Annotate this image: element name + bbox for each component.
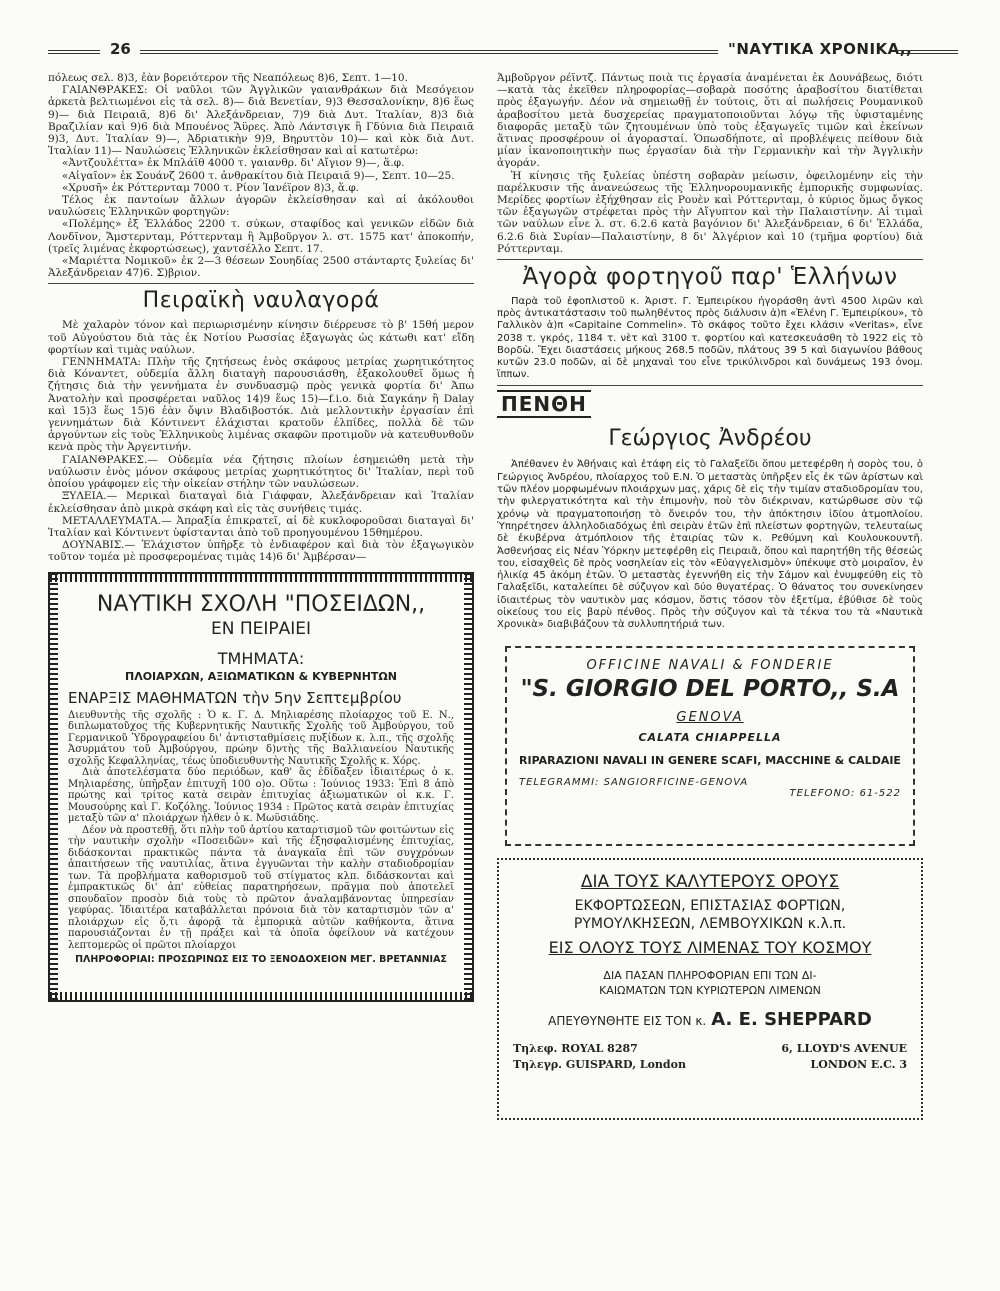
freight-text: ΓΑΙΑΝΘΡΑΚΕΣ: Οἱ ναῦλοι τῶν Ἀγγλικῶν γαιανθράκων διὰ Μεσόγειον ἀρκετὰ βελτιωμένοι εἰς τὰ σελ. 8)— διὰ Βενετίαν, 9)3 Θεσσαλονίκην, 8)6 ἕως 9)— διὰ Πειραιᾶ, 8)6 δι' Ἀλεξάνδρειαν, 7)9 διὰ Δυτ. Ἰταλίαν, 8)3 διὰ Βραζιλίαν καὶ 9)6 διὰ Μπουένος Ἄϋρες. Ἀπὸ Λάντσιγκ ἢ Γδύνια διὰ Πειραιᾶ 9)3, Δυτ. Ἰταλίαν 9)—, Ἀδριατικὴν 9)9, Βηρυττὸν 10)— καὶ κὸκ διὰ Δυτ. Ἰταλίαν 11)— Ναυλώσεις Ἑλληνικῶν ἐκλείσθησαν καὶ αἱ κατωτέρω: xyxy=(48,84,474,158)
naulagora-paragraph: ΜΕΤΑΛΛΕΥΜΑΤΑ.— Ἀπραξία ἐπικρατεῖ, αἱ δὲ κυκλοφοροῦσαι διαταγαὶ δι' Ἰταλίαν καὶ Κόντινεντ ὑφίστανται ἀπὸ τοῦ προηγουμένου 15θημέρου. xyxy=(48,514,474,539)
genova-phone: TELEFONO: 61-522 xyxy=(789,787,901,799)
publication-title: "ΝΑΥΤΙΚΑ ΧΡΟΝΙΚΑ,, xyxy=(728,40,913,58)
divider xyxy=(497,385,923,386)
naulagora-title: Πειραϊκὴ ναυλαγορά xyxy=(142,288,380,314)
penthi-label: ΠΕΝΘΗ xyxy=(497,390,591,418)
header-rule-right xyxy=(898,50,958,54)
sheppard-contact-line xyxy=(513,1009,907,1030)
agora-title: Ἀγορὰ φορτηγοῦ παρ' Ἑλλήνων xyxy=(522,264,898,291)
genova-city: GENOVA xyxy=(676,709,744,725)
freight-text: «Ἀντζουλέττα» ἐκ Μπλάϊθ 4000 τ. γαιανθρ. δι' Αἴγιον 9)—, ἅ.φ. xyxy=(62,157,405,170)
left-column xyxy=(48,72,474,1002)
sheppard-address: 6, LLOYD'S AVENUE xyxy=(781,1041,907,1055)
sheppard-line: ΕΚΦΟΡΤΩΣΕΩΝ, ΕΠΙΣΤΑΣΙΑΣ ΦΟΡΤΙΩΝ, xyxy=(574,897,846,914)
sheppard-address-row xyxy=(513,1058,907,1071)
poseidon-footer: ΠΛΗΡΟΦΟΡΙΑΙ: ΠΡΟΣΩΡΙΝΩΣ ΕΙΣ ΤΟ ΞΕΝΟΔΟΧΕΙΟΝ ΜΕΓ. ΒΡΕΤΑΝΝΙΑΣ xyxy=(75,954,447,966)
poseidon-body: Διὰ ἀποτελέσματα δύο περιόδων, καθ' ἃς ἐδίδαξεν ἰδιαιτέρως ὁ κ. Μηλιαρέσης, ὑπῆρξαν ἐπιτυχῆ 100 ο)ο. Οὕτω : Ἰούνιος 1933: Ἐπὶ 8 ἀπὸ πρώτης καὶ τρίτος κατὰ σειρὰν ἐπιτυχίας ἀξιωματικῶν οἱ κ.κ. Γ. Μουσούρης καὶ Γ. Κοζόλης. Ἰούνιος 1934 : Πρῶτος κατὰ σειρὰν ἐπιτυχίας μεταξὺ τῶν α' πλοιάρχων ἦλθεν ὁ κ. Μωϋσιάδης. xyxy=(68,767,454,825)
right-text: Ἡ κίνησις τῆς ξυλείας ὑπέστη σοβαρὰν μείωσιν, ὀφειλομένην εἰς τὴν παρέλκυσιν τῆς ἀνανεώσεως τῆς Ἑλληνορουμανικῆς ἐμπορικῆς συμφωνίας. Μερίδες φορτίων ἐξήχθησαν εἰς Ρουὲν καὶ Ρόττερνταμ, ὁ κύριος ὅμως ὄγκος τῶν ἐξαγωγῶν στρέφεται πρὸς τὴν Αἴγυπτον καὶ τὴν Παλαιστίνην. Αἱ τιμαὶ τῶν ναύλων εἶνε λ. στ. 6.2.6 κατὰ βαγόνιον δι' Ἀλεξάνδρειαν, 6 δι' Ἑλλάδα, 6.2.6 διὰ Συρίαν—Παλαιστίνην, 8 δι' Ἀλγέριον καὶ 10 (τμῆμα φορτίου) διὰ Ρόττερνταμ. xyxy=(497,169,923,255)
genova-telegram: TELEGRAMMI: SANGIORFICINE-GENOVA xyxy=(519,776,749,788)
freight-text: «Μαριέττα Νομικοῦ» ἐκ 2—3 θέσεων Σουηδίας 2500 στάνταρτς ξυλείας δι' Ἀλεξάνδρειαν 47)6. Σ)βριον. xyxy=(48,255,474,280)
penthi-name: Γεώργιος Ἀνδρέου xyxy=(608,426,812,452)
penthi-section xyxy=(497,390,923,631)
poseidon-body: Δέον νὰ προστεθῇ, ὅτι πλὴν τοῦ ἀρτίου καταρτισμοῦ τῶν φοιτώντων εἰς τὴν ναυτικὴν σχολὴν «Ποσειδῶν» καὶ τῆς ἐξησφαλισμένης ἐπιτυχίας, διδάσκονται πρακτικῶς πάντα τὰ ἀναγκαῖα ἐπὶ τῶν συγχρόνων ἀπαιτήσεων τῆς ναυτιλίας, ἅτινα ἐγγυῶνται τὴν καλὴν σταδιοδρομίαν των. Τὰ προβλήματα καθορισμοῦ τοῦ στίγματος κλπ. διδάσκονται καὶ ἐμπρακτικῶς δι' ἀπ' εὐθείας παρατηρήσεων, πρᾶγμα ποὺ ἀποτελεῖ σπουδαῖον προσὸν διὰ τοὺς τὸ πρῶτον ἀναλαμβάνοντας ὑπηρεσίαν γεφύρας. Ἰδιαιτέρα καταβάλλεται πρόνοια διὰ τὸν καταρτισμὸν τῶν α' πλοιάρχων εἰς ὅ,τι ἀφορᾷ τὰ ἐμπορικὰ αὐτῶν καθήκοντα, ἅτινα παρουσιάζονται ἐν τῇ πράξει καὶ τὰ ὁποῖα ὀφείλουν νὰ κατέχουν λεπτομερῶς οἱ πρῶτοι πλοίαρχοι xyxy=(68,824,454,951)
freight-text: «Αἰγαῖον» ἐκ Σουάνζ 2600 τ. ἀνθρακίτου διὰ Πειραιᾶ 9)—, Σεπτ. 10—25. xyxy=(62,169,455,182)
poseidon-sections: ΠΛΟΙΑΡΧΩΝ, ΑΞΙΩΜΑΤΙΚΩΝ & ΚΥΒΕΡΝΗΤΩΝ xyxy=(124,669,397,683)
poseidon-school-ad xyxy=(48,572,474,1002)
genova-services: RIPARAZIONI NAVALI IN GENERE SCAFI, MACCHINE & CALDAIE xyxy=(519,753,901,767)
sheppard-line: ΡΥΜΟΥΛΚΗΣΕΩΝ, ΛΕΜΒΟΥΧΙΚΩΝ κ.λ.π. xyxy=(573,915,847,932)
sheppard-address: LONDON E.C. 3 xyxy=(810,1057,907,1071)
divider xyxy=(48,283,474,284)
ad-border xyxy=(464,574,472,1000)
genova-line1: OFFICINE NAVALI & FONDERIE xyxy=(586,657,834,673)
poseidon-sections-heading: ΤΜΗΜΑΤΑ: xyxy=(217,648,305,668)
right-text: Ἀμβοῦργον ρέϊντζ. Πάντως ποιὰ τις ἐργασία ἀναμένεται ἐκ Δουνάβεως, διότι—κατὰ τὰς ἐκεῖθεν πληροφορίας—σοβαρὰ ποσότης ἀραβοσίτου διατίθεται πρὸς ἐξαγωγήν. Δέον νὰ σημειωθῇ ἐν τούτοις, ὅτι αἱ πωλήσεις Ρουμανικοῦ ἀραβοσίτου μετὰ δυσχερείας πραγματοποιοῦνται λόγῳ τῆς ὑφισταμένης διαφορᾶς μεταξὺ τῶν ζητουμένων ὑπὸ τοὺς ἐξαγωγεῖς τιμῶν καὶ ἐκείνων ἅτινας προσφέρουν οἱ ἀγορασταί. Ὁπωσδήποτε, αἱ προβλέψεις πείθουν διὰ μίαν ἱκανοποιητικὴν πως ἐργασίαν διὰ τὴν Γερμανικὴν καὶ τὴν Ἀγγλικὴν ἀγοράν. xyxy=(497,72,923,170)
freight-text: πόλεως σελ. 8)3, ἐὰν βορειότερον τῆς Νεαπόλεως 8)6, Σεπτ. 1—10. xyxy=(48,72,408,84)
freight-text: «Χρυσῆ» ἐκ Ρόττερνταμ 7000 τ. Ρίον Ἰανέϊρον 8)3, ἅ.φ. xyxy=(62,181,360,194)
divider xyxy=(497,259,923,260)
freight-text: Τέλος ἐκ παντοίων ἄλλων ἀγορῶν ἐκλείσθησαν καὶ αἱ ἀκόλουθοι ναυλώσεις Ἑλληνικῶν φορτηγῶν: xyxy=(48,194,474,219)
sheppard-tel: Τηλεφ. ROYAL 8287 xyxy=(513,1041,638,1055)
agora-text: Παρὰ τοῦ ἐφοπλιστοῦ κ. Ἀριστ. Γ. Ἐμπειρίκου ἠγοράσθη ἀντὶ 4500 λιρῶν καὶ πρὸς ἀντικατάστασιν τοῦ πωληθέντος πρὸς διάλυσιν ἀ)π «Ἑλένη Γ. Ἐμπειρίκου», τὸ Γαλλικὸν ἀ)π «Capitaine Commelin». Τὸ σκάφος τοῦτο ἔχει κλάσιν «Veritas», εἶνε 2038 τ. γκρός, 1184 τ. νὲτ καὶ 3100 τ. φορτίου καὶ κατεσκευάσθη τὸ 1922 εἰς τὸ Βορδὼ. Ἔχει διαστάσεις μήκους 268.5 ποδῶν, πλάτους 39 5 καὶ διαγωνίου βάθους κυτῶν 23.0 ποδῶν, αἱ δὲ μηχαναὶ του εἶνε τρικύλινδροι καὶ δυνάμεως 193 ὀνομ. ἵππων. xyxy=(497,296,923,381)
page-number: 26 xyxy=(110,40,131,58)
genova-ad xyxy=(505,646,915,846)
naulagora-paragraph: ΓΕΝΝΗΜΑΤΑ: Πλὴν τῆς ζητήσεως ἑνὸς σκάφους μετρίας χωρητικότητος διὰ Κόναντετ, οὐδεμία ἄλλη διαταγὴ παρουσιάσθη, ἐξακολουθεῖ ὅμως ἡ ζήτησις διὰ τὴν γεννήματα ἐν συνδυασμῷ πρὸς γενικὰ φορτία δι' Ἀπω Ἀνατολὴν καὶ προσφέρεται ναῦλος 14)9 ἕως 15)—f.i.o. διὰ Σαγκάην ἢ Dalay καὶ 15)3 ἕως 15)6 ἐὰν ὄψιν Βλαδιβοστόκ. Διὰ μελλοντικὴν ἐργασίαν ἐπὶ γεννημάτων διὰ Κόντινεντ ἐλάχισται κρατοῦν ἐλπίδες, πολλὰ δὲ τῶν ἀργούντων εἰς τοὺς Ἑλληνικοὺς λιμένας σκαφῶν προτιμοῦν νὰ κατευθυνθοῦν κενὰ πρὸς τὴν Ἀργεντινήν. xyxy=(48,356,474,454)
sheppard-name: A. E. SHEPPARD xyxy=(711,1008,872,1030)
poseidon-subtitle: ΕΝ ΠΕΙΡΑΙΕΙ xyxy=(210,618,312,639)
genova-line2: "S. GIORGIO DEL PORTO,, S.A xyxy=(520,675,900,702)
naulagora-paragraph: ΓΑΙΑΝΘΡΑΚΕΣ.— Οὐδεμία νέα ζήτησις πλοίων ἐσημειώθη μετὰ τὴν ναύλωσιν ἑνὸς μόνον σκάφους μετρίας χωρητικότητος δι' Ἰταλίαν, περὶ τοῦ ὁποίου γράφομεν εἰς τὴν οἰκείαν στήλην τῶν ναυλώσεων. xyxy=(48,453,474,491)
poseidon-body: Διευθυντὴς τῆς σχολῆς : Ὁ κ. Γ. Δ. Μηλιαρέσης πλοίαρχος τοῦ Ε. Ν., διπλωματοῦχος τῆς Κυβερνητικῆς Ναυτικῆς Σχολῆς τοῦ Ἀμβούργου, τοῦ Γερμανικοῦ Ὑδρογραφείου δι' ἀντισταθμίσεις πυξίδων κ. λ.π., τῆς σχολῆς Ἀσυρμάτου τοῦ Ἀμβούργου, πρώην δ)ντὴς τῆς Βαλλιανείου Ναυτικῆς σχολῆς Κεφαλληνίας, τέως ὑποδιευθυντὴς Ναυτικῆς Σχολῆς κ. Χόρς. xyxy=(68,709,454,767)
sheppard-address-row xyxy=(513,1042,907,1055)
sheppard-line: ΔΙΑ ΤΟΥΣ ΚΑΛΥΤΕΡΟΥΣ ΟΡΟΥΣ xyxy=(580,871,840,892)
genova-street: CALATA CHIAPPELLA xyxy=(638,730,782,744)
header-rule-middle xyxy=(140,50,718,54)
ad-border xyxy=(50,574,472,582)
poseidon-start: ΕΝΑΡΞΙΣ ΜΑΘΗΜΑΤΩΝ τὴν 5ην Σεπτεμβρίου xyxy=(68,688,402,707)
naulagora-paragraph: ΞΥΛΕΙΑ.— Μερικαὶ διαταγαὶ διὰ Γιάφφαν, Ἀλεξάνδρειαν καὶ Ἰταλίαν ἐκλείσθησαν ἀπὸ μικρὰ σκάφη καὶ εἰς τὰς συνήθεις τιμάς. xyxy=(48,490,474,515)
poseidon-title: ΝΑΥΤΙΚΗ ΣΧΟΛΗ "ΠΟΣΕΙΔΩΝ,, xyxy=(96,591,426,617)
sheppard-line: ΚΑΙΩΜΑΤΩΝ ΤΩΝ ΚΥΡΙΩΤΕΡΩΝ ΛΙΜΕΝΩΝ xyxy=(599,983,821,997)
naulagora-paragraph: Μὲ χαλαρὸν τόνον καὶ περιωρισμένην κίνησιν διέρρευσε τὸ β' 15θή μερον τοῦ Αὐγούστου διὰ τὰς ἐκ Νοτίου Ρωσσίας ἐξαγωγὰς ὡς κάτωθι κατ' εἴδη φορτίων καὶ τιμὰς ναύλων. xyxy=(48,319,474,356)
ad-border xyxy=(50,574,58,1000)
sheppard-line: ΑΠΕΥΘΥΝΘΗΤΕ ΕΙΣ ΤΟΝ κ. xyxy=(548,1013,707,1028)
ad-border xyxy=(50,992,472,1000)
naulagora-paragraph: ΔΟΥΝΑΒΙΣ.— Ἐλάχιστον ὑπῆρξε τὸ ἐνδιαφέρον καὶ διὰ τὸν ἐξαγωγικὸν τοῦτον τομέα μὲ προσφερομένας τιμὰς 14)6 δι' Ἀμβέρσαν— xyxy=(48,539,474,564)
page-header xyxy=(48,40,958,62)
sheppard-line: ΔΙΑ ΠΑΣΑΝ ΠΛΗΡΟΦΟΡΙΑΝ ΕΠΙ ΤΩΝ ΔΙ- xyxy=(603,968,817,982)
sheppard-ad xyxy=(497,858,923,1120)
header-rule-left xyxy=(48,50,100,54)
sheppard-tel: Τηλεγρ. GUISPARD, London xyxy=(513,1057,686,1071)
sheppard-line: ΕΙΣ ΟΛΟΥΣ ΤΟΥΣ ΛΙΜΕΝΑΣ ΤΟΥ ΚΟΣΜΟΥ xyxy=(548,937,872,957)
freight-text: «Πολέμης» ἐξ Ἑλλάδος 2200 τ. σύκων, σταφίδος καὶ γενικῶν εἰδῶν διὰ Λονδῖνον, Ἄμστερνταμ, Ρόττερνταμ ἢ Ἀμβοῦργον λ. στ. 1575 κατ' ἀποκοπήν, (τρεῖς λιμένας ἐκφορτώσεως), χαντσέλλο Σεπτ. 17. xyxy=(48,218,474,255)
penthi-text: Ἀπέθανεν ἐν Ἀθήναις καὶ ἐτάφη εἰς τὸ Γαλαξεῖδι ὅπου μετεφέρθη ἡ σορὸς του, ὁ Γεώργιος Ἀνδρέου, πλοίαρχος τοῦ Ε.Ν. Ὁ μεταστὰς ὑπῆρξεν εἷς ἐκ τῶν ἀρίστων καὶ τῶν πλέον μορφωμένων πλοιάρχων μας, χάρις δὲ εἰς τὴν τιμίαν σταδιοδρομίαν του, τὴν φιλεργατικότητα καὶ τὴν ἐπιμονὴν, ποὺ τὸν διέκριναν, κατώρθωσε σὺν τῷ χρόνῳ νὰ πραγματοποιήσῃ τὸ ὄνειρόν του, τὴν ἀπόκτησιν ἰδίου ἀτμοπλοίου. Ὑπηρέτησεν ἀλληλοδιαδόχως ἐπὶ σειρὰν ἐτῶν ἐπὶ πλείστων φορτηγῶν, τελευταίως δὲ ἐκυβέρνα ἀτμόπλοιον τῆς ἑταιρίας τῶν κ. Ρεθύμνη καὶ Κουλουκουντῆ. Ἀσθενήσας εἰς Νέαν Ὑόρκην μετεφέρθη εἰς Πειραιᾶ, ὅπου καὶ παρητήθη τῆς θέσεώς του, εἰσαχθεὶς δὲ πρὸς νοσηλείαν εἰς τὸν «Εὐαγγελισμὸν» ὑπέκυψε στὸ μοιραῖον, ἐν ἡλικίᾳ 45 ἀκόμη ἐτῶν. Ὁ μεταστὰς ἐγεννήθη εἰς τὴν Σάμον καὶ ἐνυμφεύθη εἰς τὸ Γαλαξεῖδι, καταλείπει δὲ σύζυγον καὶ δύο θυγατέρας. Ὁ θάνατος του συνεκίνησεν ἰδιαιτέρως τὸν ναυτικὸν μας κόσμον, ὅστις τόσον τὸν ἐξετίμα, ἐβύθισε δὲ τοὺς οἰκείους του εἰς βαρὺ πένθος. Πρὸς τὴν σύζυγον καὶ τὰ τέκνα του τὰ «Ναυτικὰ Χρονικὰ» διαβιβάζουν τὰ συλλυπητήριά των. xyxy=(497,459,923,631)
right-column xyxy=(497,72,923,1120)
